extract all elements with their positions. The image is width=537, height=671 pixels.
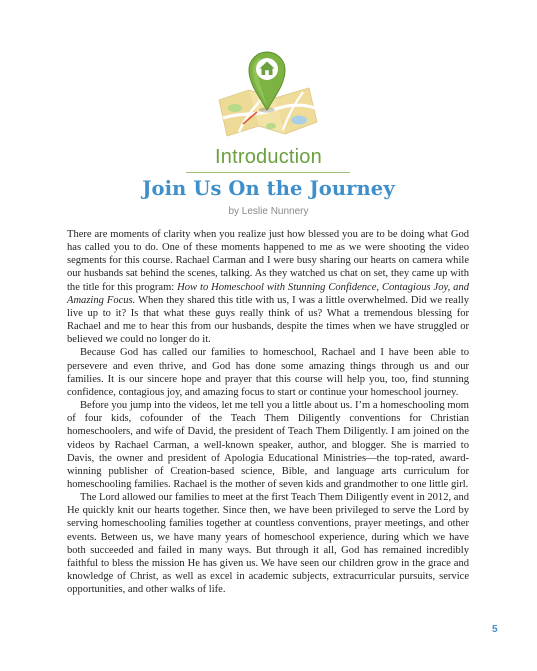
section-label: Introduction [215, 146, 322, 168]
paragraph-2: Because God has called our families to homeschool, Rachael and I have been able to persevere and even thrive, and God has done some amazing things through us and our families. It is our sincere hope and prayer that this course will help you, too, find stunning confidence, contagious joy, and amazing focus to start or continue your homeschool journey. [67, 347, 469, 398]
paragraph-3: Before you jump into the videos, let me tell you a little about us. I’m a homeschooling mom of four kids, cofounder of the Teach Them Diligently conventions for Christian homeschoolers, and wife of David, the president of Teach Them Diligently. I am joined on the videos by Rachael Carman, a well-known speaker, author, and blogger. She is married to Davis, the owner and president of Apologia Educational Ministries—the top-rated, award-winning publisher of Creation-based science, Bible, and language arts curriculum for homeschooling families. Rachael is the mother of seven kids and grandmother to one little girl. [67, 400, 469, 490]
author-byline: by Leslie Nunnery [228, 206, 309, 217]
course-title-italic: How to Homeschool with Stunning Confidence, Contagious Joy, and Amazing Focus. [67, 281, 470, 306]
paragraph-1-text-b: When they shared this title with us, I was a little overwhelmed. Did we really live up to it? Is that what these guys really think of us? What a tremendous blessing for Rachael and me to hear this from our husbands, despite the times when we have struggled or believed we could no longer do it. [67, 294, 469, 346]
map-pin-home-icon [213, 38, 321, 140]
page-title: Join Us On the Journey [142, 177, 395, 200]
paragraph-1 [67, 228, 469, 346]
paragraph-4: The Lord allowed our families to meet at the first Teach Them Diligently event in 2012, and He quickly knit our hearts together. Since then, we have been privileged to serve the Lord by serving homeschooling families together at countless conventions, prayer meetings, and other events. Between us, we have many years of homeschool experience, during which we have both succeeded and failed in many ways. But through it all, God has remained incredibly faithful to bless the mission He has given us. We have seen our children grow in the grace and knowledge of Christ, as well as excel in academic subjects, extracurricular pursuits, service opportunities, and other walks of life. [67, 492, 469, 596]
title-divider [186, 172, 350, 173]
article-body [67, 228, 469, 596]
page-number: 5 [492, 624, 498, 635]
paragraph-1-text-a: There are moments of clarity when you realize just how blessed you are to be doing what God has called you to do. One of these moments happened to me as we were shooting the video segments for this course. Rachael Carman and I were busy sharing our hearts on camera while our husbands sat behind the scenes, talking. As they watched us chat on set, they came up with the title for this program: [67, 229, 469, 293]
